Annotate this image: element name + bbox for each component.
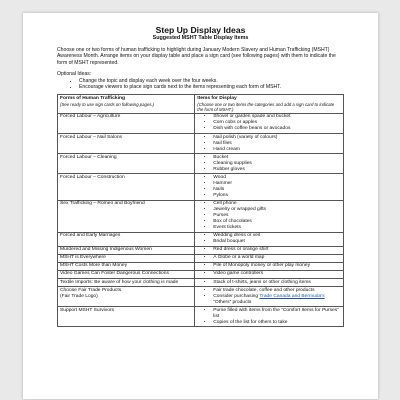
table-body xyxy=(58,113,344,326)
display-items-cell xyxy=(195,154,344,174)
trafficking-form-cell xyxy=(58,174,195,200)
intro-paragraph: Choose one or two forms of human trafficking to highlight during January Modern Slavery and Human Trafficking (MSHT) Awareness Month. Arrange items on your display table and place a sign card (see following pages) with them to indicate the form of MSHT represented. xyxy=(57,47,336,66)
display-item: • Bridal bouquet xyxy=(213,239,341,245)
display-items-cell xyxy=(195,174,344,200)
col-header-forms-note: (See ready to use sign cards on following pages.) xyxy=(60,101,155,107)
display-items-list xyxy=(197,308,341,326)
trafficking-form-label: Textile Imports: Be aware of how your clothing is made xyxy=(60,279,179,285)
display-items-list xyxy=(197,263,341,269)
optional-ideas-list xyxy=(57,78,344,91)
trafficking-form-cell xyxy=(58,287,195,307)
display-item: • Corn cobs or apples xyxy=(213,120,341,126)
table-row xyxy=(58,134,344,154)
col-header-items xyxy=(195,95,344,113)
trafficking-form-cell xyxy=(58,307,195,327)
display-item: • Cleaning supplies xyxy=(213,161,341,167)
table-row xyxy=(58,113,344,133)
display-item: • Red dress or orange shirt xyxy=(213,247,341,253)
display-items-list xyxy=(197,280,341,286)
trafficking-form-cell xyxy=(58,279,195,287)
trafficking-form-cell xyxy=(58,254,195,262)
display-item: • Purses xyxy=(213,213,341,219)
trafficking-form-cell xyxy=(58,134,195,154)
trafficking-form-label: MSHT Costs More than Money xyxy=(60,263,128,269)
trafficking-form-sublabel: (Fair Trade Logo) xyxy=(60,293,98,299)
display-items-cell xyxy=(195,254,344,262)
display-item: • Pylons xyxy=(213,193,341,199)
table-row xyxy=(58,287,344,307)
display-items-list xyxy=(197,255,341,261)
display-items-cell xyxy=(195,113,344,133)
display-items-cell xyxy=(195,287,344,307)
display-item: • Nail polish (variety of colours) xyxy=(213,135,341,141)
trafficking-form-cell xyxy=(58,113,195,133)
display-items-cell xyxy=(195,232,344,246)
display-item: • A Globe or a world map xyxy=(213,255,341,261)
display-item: • Shovel or garden spade and bucket xyxy=(213,114,341,120)
trafficking-form-cell xyxy=(58,262,195,270)
display-items-cell xyxy=(195,270,344,278)
display-item: • Event tickets xyxy=(213,225,341,231)
trafficking-form-cell xyxy=(58,270,195,278)
table-header-row xyxy=(58,95,344,113)
col-header-forms-label: Forms of Human Trafficking xyxy=(60,95,125,101)
trafficking-form-label: Forced Labour – Cleaning xyxy=(60,154,117,160)
table-row xyxy=(58,262,344,270)
display-items-cell xyxy=(195,279,344,287)
display-items-list xyxy=(197,233,341,245)
table-row xyxy=(58,254,344,262)
display-items-list xyxy=(197,271,341,277)
display-item: • Wood xyxy=(213,175,341,181)
trafficking-form-label: Forced Labour – Construction xyxy=(60,174,125,180)
display-item: • Cell phone xyxy=(213,201,341,207)
optional-idea: • Encourage viewers to place sign cards next to the items representing each form of MSHT. xyxy=(79,84,344,90)
display-items-list xyxy=(197,201,341,231)
display-item: • Hand cream xyxy=(213,147,341,153)
display-items-cell xyxy=(195,307,344,327)
display-items-cell xyxy=(195,200,344,232)
display-items-list xyxy=(197,155,341,173)
trafficking-form-cell xyxy=(58,232,195,246)
trafficking-form-label: Video Games Can Foster Dangerous Connections xyxy=(60,271,169,277)
optional-idea: • Change the topic and display each week over the four weeks. xyxy=(79,78,344,84)
display-item: • Dish with coffee beans or avocados xyxy=(213,126,341,132)
display-item: • Rubber gloves xyxy=(213,167,341,173)
optional-ideas-heading: Optional Ideas: xyxy=(57,71,92,78)
display-items-list xyxy=(197,247,341,253)
trafficking-form-cell xyxy=(58,200,195,232)
display-item: • Box of chocolates xyxy=(213,219,341,225)
col-header-forms xyxy=(58,95,195,113)
trafficking-form-label: Forced Labour – Agriculture xyxy=(60,114,121,120)
display-items-list xyxy=(197,114,341,132)
display-item: • Wedding dress or veil xyxy=(213,233,341,239)
display-item: • Copies of the list for others to take xyxy=(213,320,341,326)
table-row xyxy=(58,307,344,327)
table-row xyxy=(58,270,344,278)
trafficking-form-label: Support MSHT Survivors xyxy=(60,307,114,313)
trafficking-form-label: Forced and Early Marriages xyxy=(60,233,121,239)
col-header-items-label: Items for Display xyxy=(197,95,237,101)
trafficking-form-label: Forced Labour – Nail Salons xyxy=(60,134,122,140)
table-row xyxy=(58,154,344,174)
table-row xyxy=(58,246,344,254)
display-items-cell xyxy=(195,134,344,154)
display-items-cell xyxy=(195,262,344,270)
display-items-list xyxy=(197,288,341,306)
fair-trade-link[interactable]: Trade Canada and Bermuda's xyxy=(259,293,325,299)
display-item: • Stack of t-shirts, jeans or other clothing items xyxy=(213,280,341,286)
document-page xyxy=(23,13,378,399)
display-item xyxy=(213,294,341,306)
col-header-items-note: (Choose one or two items the categories and add a sign card to indicate the form of MSHT.) xyxy=(197,101,335,113)
trafficking-form-label: Murdered and Missing Indigenous Women xyxy=(60,247,152,253)
display-item: • Pile of Monopoly money or other play money xyxy=(213,263,341,269)
page-title: Step Up Display Ideas xyxy=(155,25,246,35)
table-row xyxy=(58,232,344,246)
display-item: • Nails xyxy=(213,187,341,193)
display-items-list xyxy=(197,175,341,199)
display-item-text: Consider purchasing xyxy=(213,293,260,299)
display-item: • Video game controllers xyxy=(213,271,341,277)
table-row xyxy=(58,200,344,232)
display-item: • Fair trade chocolate, coffee and other products xyxy=(213,288,341,294)
table-row xyxy=(58,174,344,200)
display-items-cell xyxy=(195,246,344,254)
trafficking-form-cell xyxy=(58,246,195,254)
display-items-table xyxy=(57,94,344,327)
display-item: • Purse filled with items from the “Comfort Items for Purses” list xyxy=(213,308,341,320)
trafficking-form-label: MSHT is Everywhere xyxy=(60,255,106,261)
page-subtitle: Suggested MSHT Table Display Items xyxy=(152,35,249,41)
display-item-text: “Others” products xyxy=(213,299,252,305)
display-item: • Bucket xyxy=(213,155,341,161)
display-item: • Hammer xyxy=(213,181,341,187)
trafficking-form-label: Choose Fair Trade Products xyxy=(60,287,122,293)
display-item: • Nail files xyxy=(213,141,341,147)
table-row xyxy=(58,279,344,287)
trafficking-form-cell xyxy=(58,154,195,174)
display-items-list xyxy=(197,135,341,153)
trafficking-form-label: Sex Trafficking – Romeo and Boyfriend xyxy=(60,201,145,206)
display-item: • Jewelry or wrapped gifts xyxy=(213,207,341,213)
